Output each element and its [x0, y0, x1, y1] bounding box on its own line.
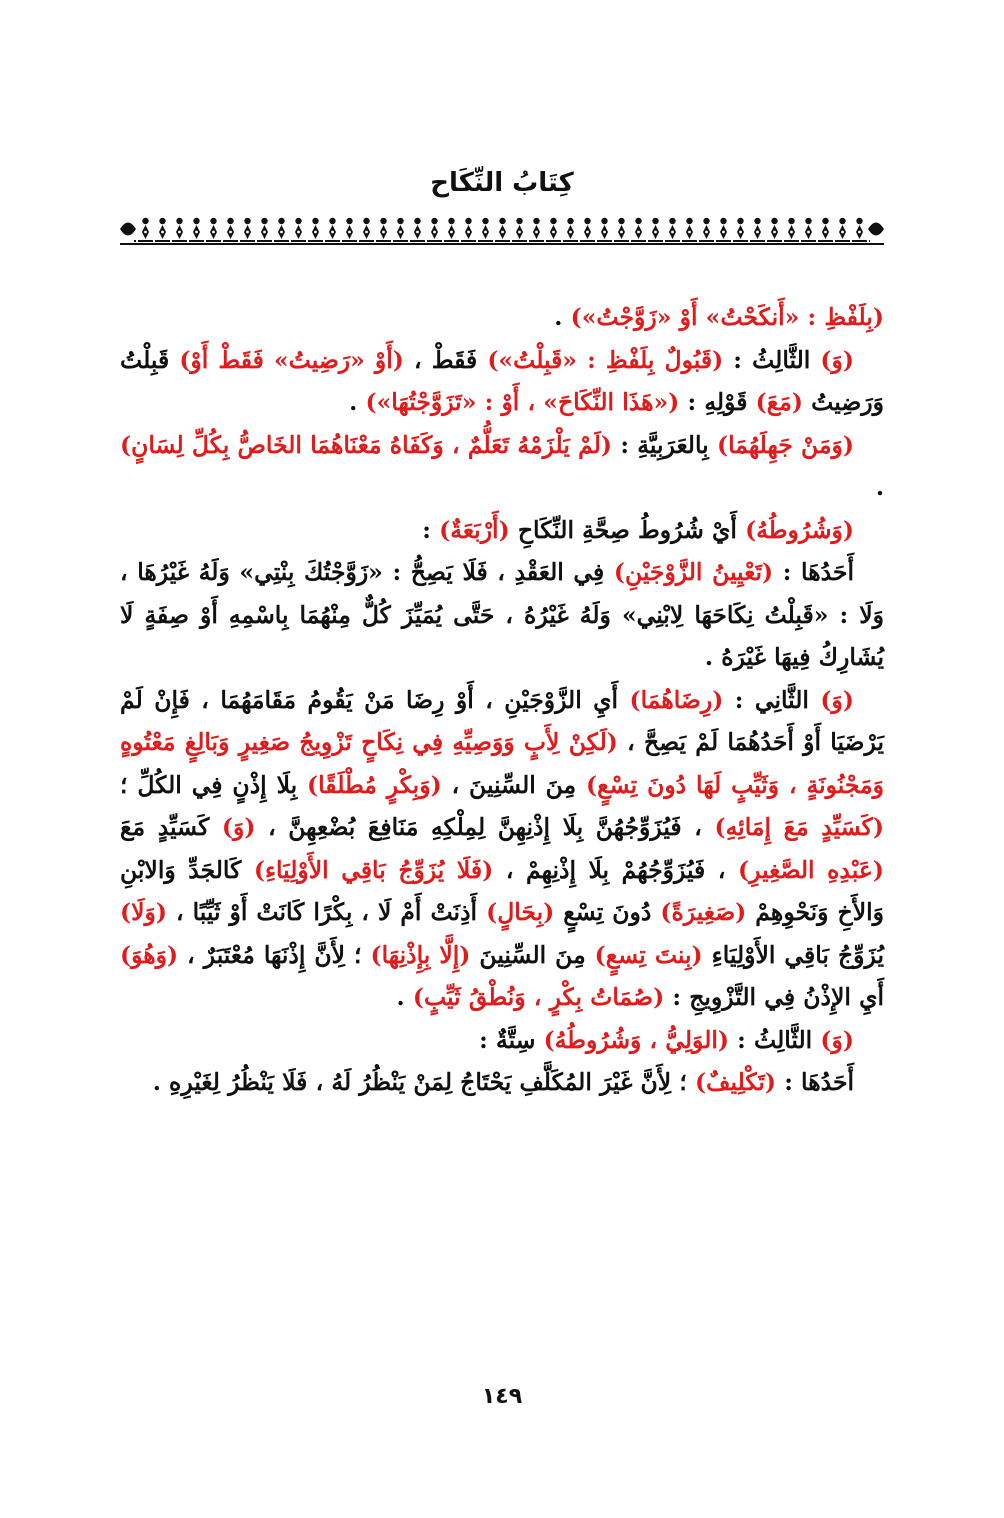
page-number: ١٤٩ — [481, 1384, 523, 1409]
matn-text: (بِنتَ تِسعٍ) — [594, 940, 703, 969]
commentary-text: أَذِنَتْ أَمْ لَا ، بِكْرًا كَانَتْ أَوْ ثَيِّبًا ، — [167, 898, 487, 926]
commentary-text: مِنَ السِّنِينَ — [470, 940, 595, 969]
paragraph — [120, 1019, 884, 1062]
matn-text: (وَهُوَ) — [120, 940, 179, 969]
commentary-text: . — [875, 473, 884, 501]
matn-text: (تَعْيِينُ الزَّوْجَيْنِ) — [613, 558, 774, 586]
matn-text: (مَعَ) — [755, 388, 803, 416]
matn-text: (بِحَالٍ) — [486, 898, 555, 926]
matn-text: (بِلَفْظِ : «أَنكَحْتُ» أَوْ «زَوَّجْتُ») — [570, 303, 884, 331]
commentary-text: ، فَيُزَوِّجُهُمْ بِلَا إِذْنِهِمْ ، — [493, 855, 738, 884]
commentary-text: فِي العَقْدِ ، فَلَا يَصِحُّ : «زَوَّجْتُكَ بِنْتِي» وَلَهُ غَيْرُهَا ، وَلَا : «قَبِلْتُ نِكَاحَهَا لِابْنِي» وَلَهُ غَيْرُهُ ، حَتَّى يُمَيِّزَ كُلٌّ مِنْهُمَا بِاسْمِهِ أَوْ صِفَةٍ لَا يُشَارِكُ فِيهَا غَيْرَهُ . — [120, 558, 884, 671]
commentary-text: أَحَدُهَا : — [776, 1068, 854, 1096]
commentary-text: الثَّالِثُ : — [729, 1025, 821, 1054]
commentary-text: قَبِلْتُ وَرَضِيتُ — [120, 345, 884, 416]
matn-text: (صُمَاتُ بِكْرٍ ، وَنُطْقُ ثَيِّبٍ) — [412, 983, 665, 1011]
book-page — [120, 0, 884, 1518]
matn-text: (الوَلِيُّ ، وَشُرُوطُهُ) — [543, 1025, 729, 1054]
matn-text: (فَلَا يُزَوِّجُ بَاقِي الأَوْلِيَاءِ) — [253, 855, 494, 884]
matn-text: («هَذَا النِّكَاحَ» ، أَوْ : «تَزَوَّجْتُهَا») — [365, 388, 680, 416]
matn-text: (قَبُولٌ بِلَفْظِ : «قَبِلْتُ») — [487, 345, 724, 374]
commentary-text: سِتَّةٌ : — [479, 1025, 544, 1054]
matn-text: (وَ) — [221, 813, 256, 841]
paragraph — [120, 424, 884, 509]
commentary-text: ، فَيُزَوِّجُهُنَّ بِلَا إِذْنِهِنَّ لِمِلْكِهِ مَنَافِعَ بُضْعِهِنَّ ، — [255, 813, 715, 841]
matn-text: (تَكْلِيفٌ) — [695, 1068, 777, 1096]
commentary-text: . — [349, 388, 366, 416]
commentary-text: ؛ لِأَنَّ غَيْرَ المُكَلَّفِ يَحْتَاجُ لِمَنْ يَنْظُرُ لَهُ ، فَلَا يَنْظُرُ لِغَيْرِهِ . — [152, 1068, 696, 1096]
commentary-text: كَالجَدِّ وَالابْنِ وَالأَخِ وَنَحْوِهِمْ — [120, 855, 884, 926]
paragraph — [120, 551, 884, 679]
commentary-text: كَسَيِّدٍ مَعَ — [120, 813, 222, 841]
commentary-text: الثَّالِثُ : — [723, 345, 821, 374]
paragraph — [120, 509, 884, 552]
matn-text: (وَ) — [820, 1025, 854, 1054]
matn-text: (إِلَّا بِإِذْنِهَا) — [370, 940, 471, 969]
commentary-text: . — [396, 983, 413, 1011]
commentary-text: مِنَ السِّنِينَ ، — [441, 770, 587, 799]
commentary-text: بِلَا إِذْنٍ فِي الكُلِّ ؛ — [120, 770, 308, 799]
paragraph — [120, 339, 884, 424]
commentary-text: فَقَطْ ، — [403, 345, 488, 374]
commentary-text: أَيْ شُرُوطُ صِحَّةِ النِّكَاحِ — [509, 515, 746, 544]
paragraph — [120, 1061, 884, 1104]
body-text — [120, 296, 884, 1104]
matn-text: (عَبْدِهِ الصَّغِيرِ) — [737, 855, 884, 884]
matn-text: (وَ) — [820, 345, 854, 374]
commentary-text: قَوْلِهِ : — [679, 388, 756, 416]
commentary-text: أَيِ الإِذْنُ فِي التَّزْوِيجِ : — [664, 983, 884, 1011]
commentary-text: يُزَوِّجُ بَاقِي الأَوْلِيَاءِ — [702, 940, 884, 969]
commentary-text: أَحَدُهَا : — [773, 558, 854, 586]
commentary-text: . — [554, 303, 571, 331]
matn-text: (صَغِيرَةً) — [660, 898, 747, 926]
commentary-text: أَيِ الزَّوْجَيْنِ ، أَوْ رِضَا مَنْ يَقُومُ مَقَامَهُمَا ، فَإِنْ لَمْ يَرْضَيَا أَوْ أَحَدُهُمَا لَمْ يَصِحَّ ، — [120, 685, 885, 756]
matn-text: (وَلَا) — [120, 898, 167, 926]
matn-text: (وَبِكْرٍ مُطْلَقًا) — [307, 770, 442, 799]
ornamental-border-icon — [120, 212, 884, 246]
matn-text: (أَرْبَعَةٌ) — [439, 515, 510, 544]
matn-text: (لَكِنْ لِأَبٍ وَوَصِيِّهِ فِي نِكَاحٍ تَزْوِيجُ صَغِيرٍ وَبَالِغٍ مَعْتُوهٍ وَمَجْنُونَةٍ ، وَثَيِّبٍ لَهَا دُونَ تِسْعٍ) — [120, 728, 884, 799]
commentary-text: : — [422, 515, 440, 544]
matn-text: (كَسَيِّدٍ مَعَ إِمَائِهِ) — [714, 813, 884, 841]
paragraph — [120, 296, 884, 339]
commentary-text: بِالعَرَبِيَّةِ : — [612, 430, 717, 459]
commentary-text: الثَّانِي : — [723, 685, 821, 714]
matn-text: (وَشُرُوطُهُ) — [745, 515, 854, 544]
paragraph — [120, 679, 884, 1019]
chapter-title: كِتَابُ النِّكَاح — [430, 168, 574, 198]
matn-text: (أَوْ «رَضِيتُ» فَقَطْ أَوْ) — [179, 345, 404, 374]
matn-text: (وَمَنْ جَهِلَهُمَا) — [716, 430, 855, 459]
matn-text: (لَمْ يَلْزَمْهُ تَعَلُّمٌ ، وَكَفَاهُ مَعْنَاهُمَا الخَاصُّ بِكُلِّ لِسَانٍ) — [120, 430, 613, 459]
matn-text: (وَ) — [820, 685, 854, 714]
commentary-text: ؛ لِأَنَّ إِذْنَهَا مُعْتَبَرٌ ، — [178, 940, 371, 969]
commentary-text: دُونَ تِسْعٍ — [554, 898, 661, 926]
matn-text: (رِضَاهُمَا) — [629, 685, 724, 714]
